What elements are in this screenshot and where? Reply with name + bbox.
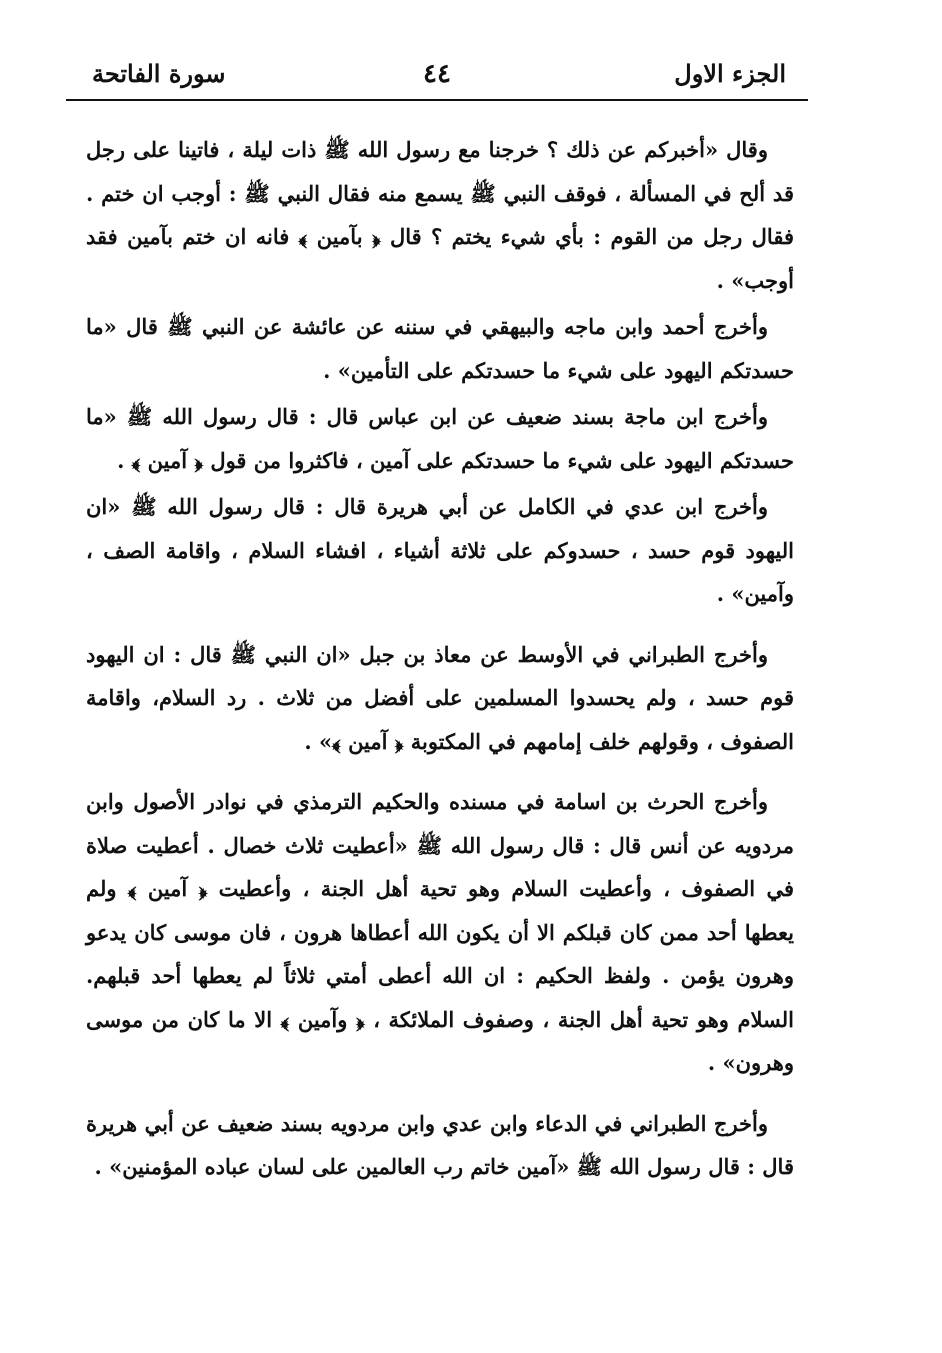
volume-label: الجزء الاول (674, 59, 786, 88)
paragraph-5: وأخرج الطبراني في الأوسط عن معاذ بن جبل «ان النبي ﷺ قال : ان اليهود قوم حسد ، ولم يحسدوا المسلمين على أفضل من ثلاث . رد السلام، واقامة الصفوف ، وقولهم خلف إمامهم في المكتوبة ﴿ آمين ﴾» . (86, 641, 794, 754)
paragraph-3: وأخرج ابن ماجة بسند ضعيف عن ابن عباس قال : قال رسول الله ﷺ «ما حسدتكم اليهود على شيء ما حسدتكم على آمين ، فاكثروا من قول ﴿ آمين ﴾ . (86, 404, 794, 473)
header-divider (66, 99, 808, 101)
paragraph-4: وأخرج ابن عدي في الكامل عن أبي هريرة قال : قال رسول الله ﷺ «ان اليهود قوم حسد ، حسدوكم على ثلاثة أشياء ، افشاء السلام ، واقامة الصف ، وآمين» . (86, 494, 794, 606)
paragraph-2: وأخرج أحمد وابن ماجه والبيهقي في سننه عن عائشة عن النبي ﷺ قال «ما حسدتكم اليهود على شيء ما حسدتكم على التأمين» . (86, 314, 794, 383)
surah-title: سورة الفاتحة (92, 59, 226, 88)
page-number: ٤٤ (423, 59, 451, 89)
page-header (66, 52, 808, 96)
page-body (86, 128, 794, 1189)
paragraph-7: وأخرج الطبراني في الدعاء وابن عدي وابن مردويه بسند ضعيف عن أبي هريرة قال : قال رسول الله ﷺ «آمين خاتم رب العالمين على لسان عباده المؤمنين» . (86, 1110, 794, 1179)
paragraph-6: وأخرج الحرث بن اسامة في مسنده والحكيم الترمذي في نوادر الأصول وابن مردويه عن أنس قال : قال رسول الله ﷺ «أعطيت ثلاث خصال . أعطيت صلاة في الصفوف ، وأعطيت السلام وهو تحية أهل الجنة ، وأعطيت ﴿ آمين ﴾ ولم يعطها أحد ممن كان قبلكم الا أن يكون الله أعطاها هرون ، فان موسى كان يدعو وهرون يؤمن . ولفظ الحكيم : ان الله أعطى أمتي ثلاثاً لم يعطها أحد قبلهم. السلام وهو تحية أهل الجنة ، وصفوف الملائكة ، ﴿ وآمين ﴾ الا ما كان من موسى وهرون» . (86, 789, 794, 1075)
paragraph-1: وقال «أخبركم عن ذلك ؟ خرجنا مع رسول الله ﷺ ذات ليلة ، فاتينا على رجل قد ألح في المسألة ، فوقف النبي ﷺ يسمع منه فقال النبي ﷺ : أوجب ان ختم . فقال رجل من القوم : بأي شيء يختم ؟ قال ﴿ بآمين ﴾ فانه ان ختم بآمين فقد أوجب» . (86, 137, 794, 293)
